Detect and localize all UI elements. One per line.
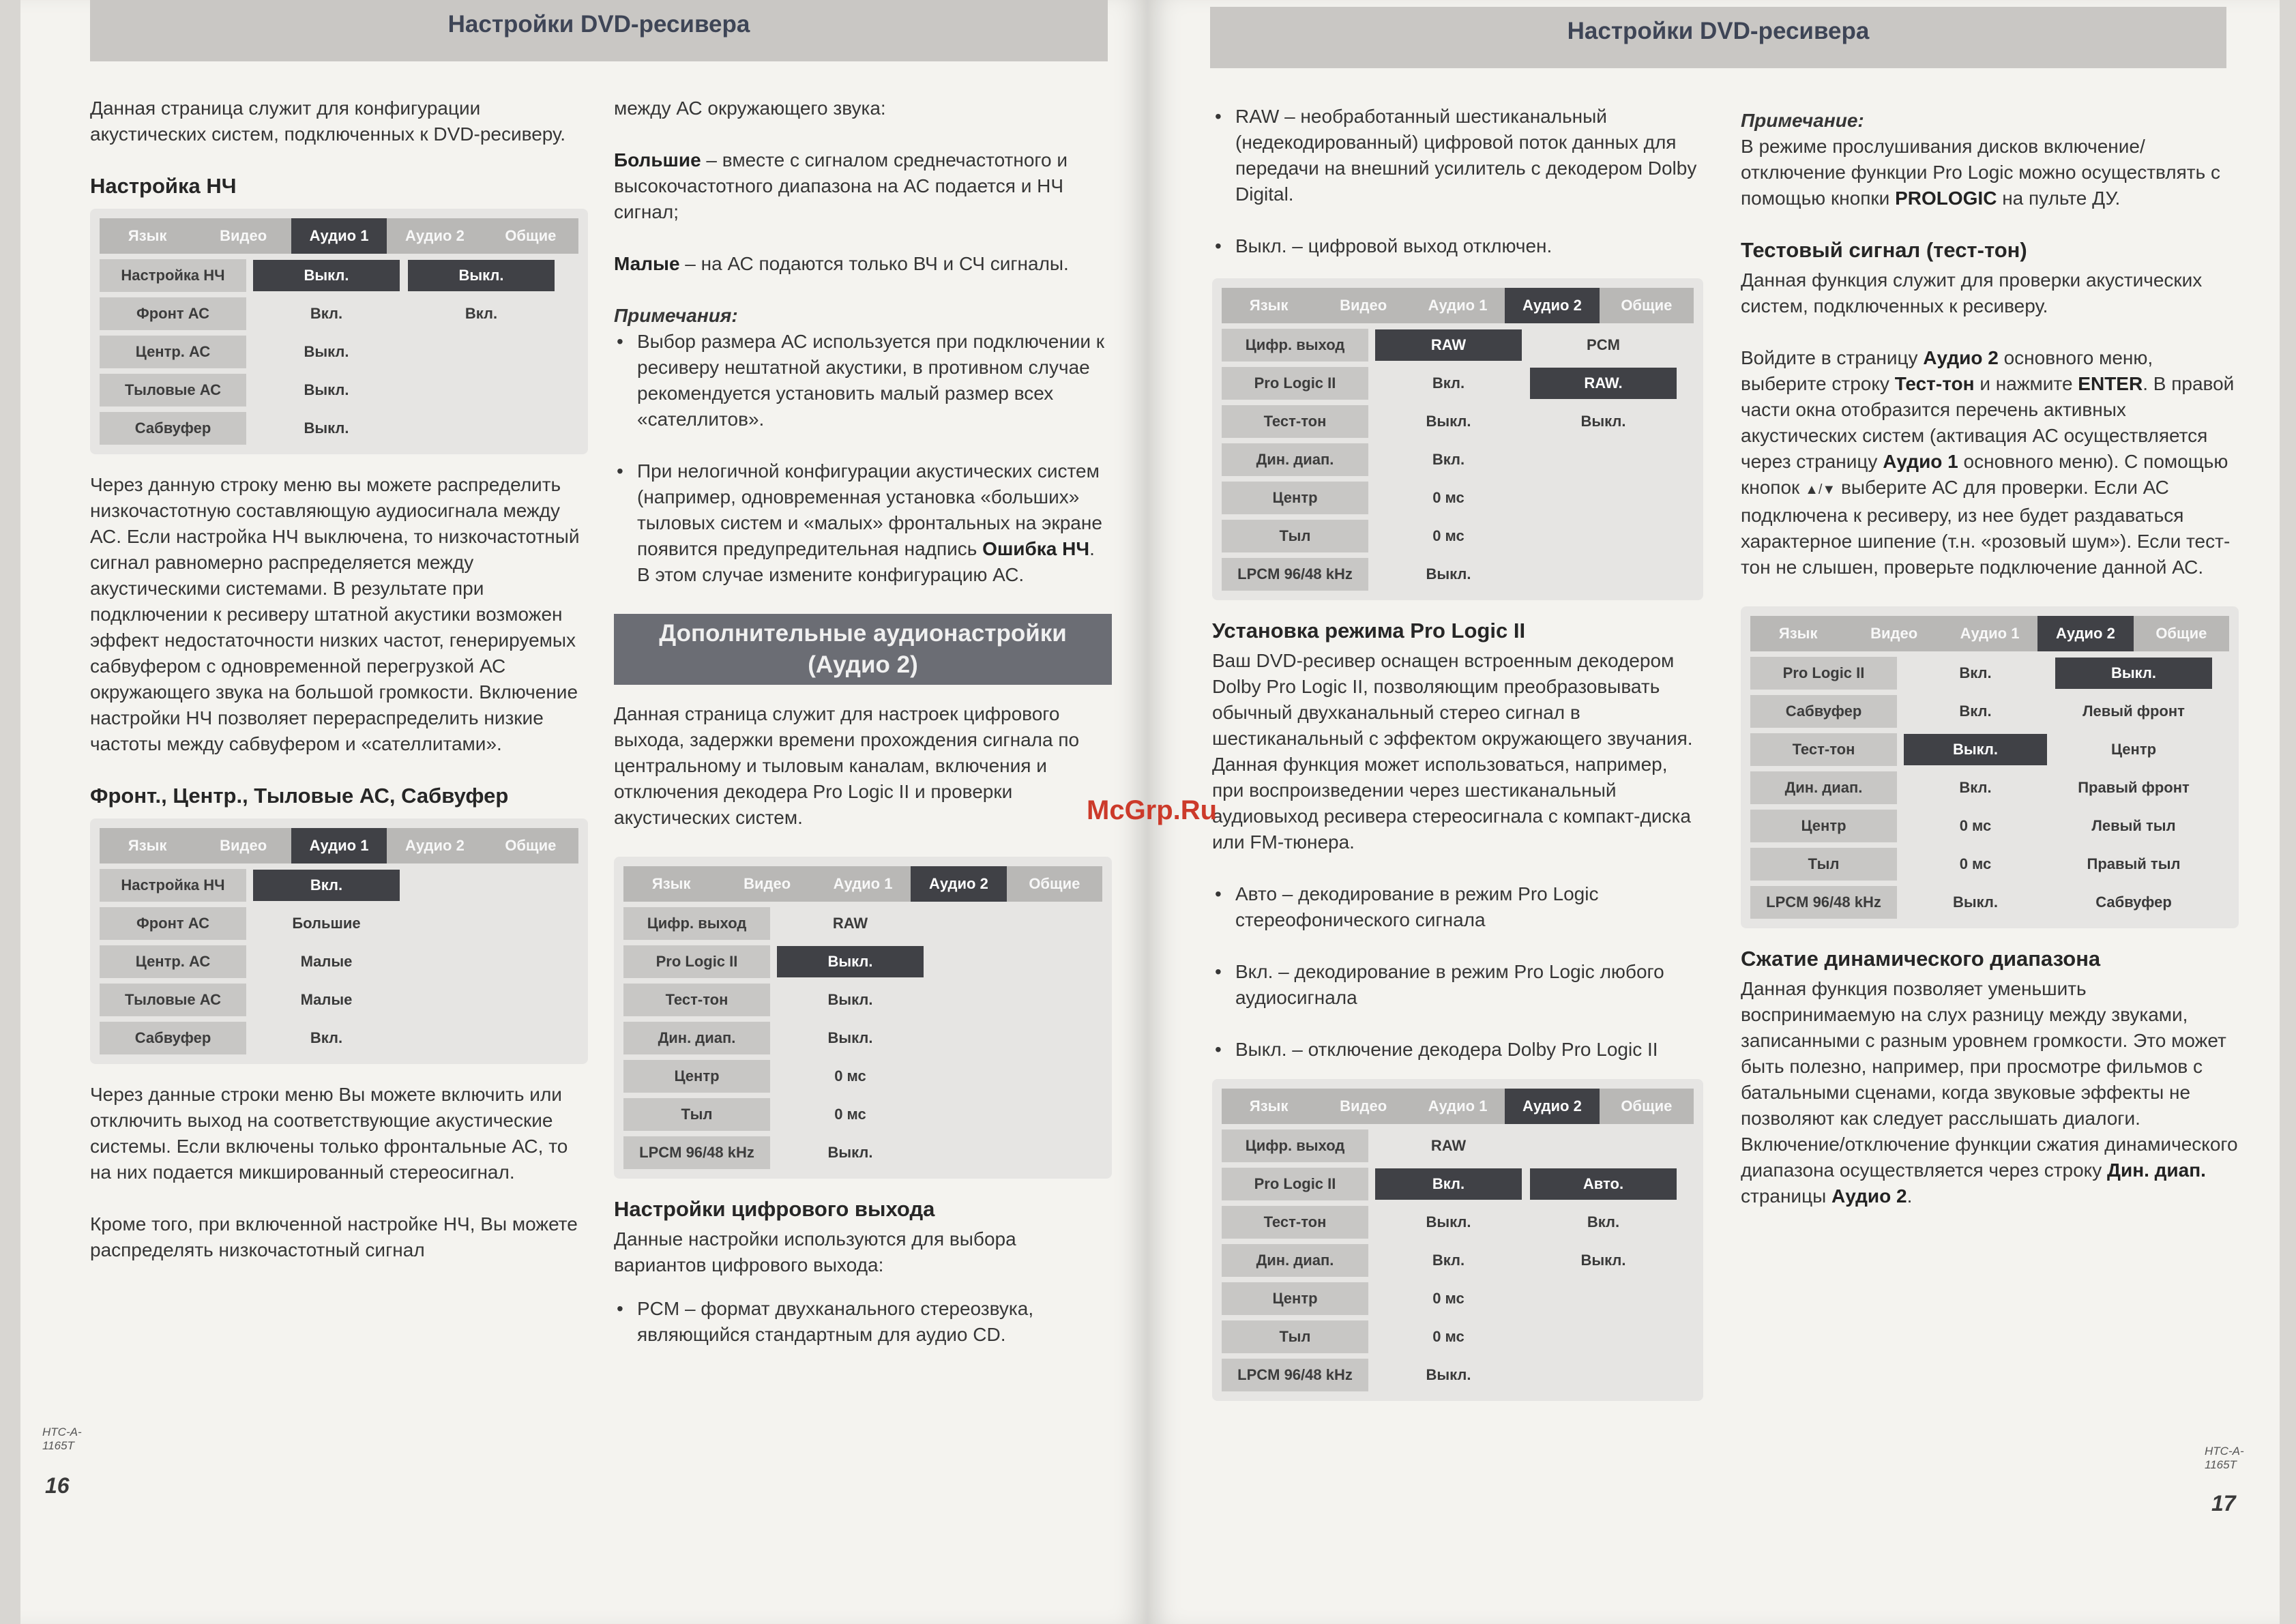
menu-row-value: Выкл. <box>827 1144 873 1161</box>
menu-screen-audio2 <box>614 857 1112 1179</box>
menu-row-value: 0 мс <box>834 1067 866 1084</box>
small-speakers-text: Малые – на АС подаются только ВЧ и СЧ сигналы. <box>614 253 1069 274</box>
lf-description: Через данную строку меню вы можете распределить низкочастотную составляющую аудиосигнала между АС. Если настройка НЧ выключена, то низкочастотный сигнал равномерно распределяется между акустическими системами. В результате при подключении к ресиверу штатной акустики возможен эффект недостаточности низких частот, генерируемых сабвуфером с одновременной перегрузкой АС окружающего звука на большой громкости. Включение настройки НЧ позволяет перераспределить низкие частоты между сабвуфером и «сателлитами». <box>90 474 580 754</box>
menu-row <box>100 295 578 333</box>
pcm-option: • PCM – формат двухканального стереозвука, являющийся стандартным для аудио CD. <box>614 1296 1112 1348</box>
menu-screen-testtone <box>1741 606 2239 928</box>
menu-row-label: Центр. АС <box>100 336 246 368</box>
menu-tabs <box>1222 288 1694 323</box>
menu-row <box>1222 1241 1694 1280</box>
menu-row-value: Вкл. <box>1432 374 1465 392</box>
menu-row-label: Сабвуфер <box>100 412 246 445</box>
menu-row-label: Центр <box>623 1060 770 1093</box>
menu-tab: Общие <box>1621 297 1673 314</box>
menu-row-label: LPCM 96/48 kHz <box>1222 1359 1368 1391</box>
menu-row <box>1750 654 2229 692</box>
menu-row-value: Выкл. <box>304 381 349 398</box>
menu-row-value: Вкл. <box>310 1029 343 1046</box>
notes-heading: Примечания: <box>614 305 738 326</box>
menu-row-label: Настройка НЧ <box>100 259 246 292</box>
menu-row <box>623 1095 1102 1134</box>
menu-row-value: Выкл. <box>1426 413 1471 430</box>
menu-row <box>623 943 1102 981</box>
menu-tab: Аудио 1 <box>1428 1097 1488 1114</box>
menu-row <box>1222 555 1694 593</box>
speakers-description-1: Через данные строки меню Вы можете включить или отключить выход на соответствующие акустические системы. Если включены только фронтальные АС, то на них подается микшированный стереосигнал. <box>90 1084 568 1183</box>
menu-row-label: Тыл <box>1222 1320 1368 1353</box>
menu-row <box>100 943 578 981</box>
raw-option: • RAW – необработанный шестиканальный (недекодированный) цифровой поток данных для передачи на внешний усилитель с декодером Dolby Digital. <box>1212 104 1703 207</box>
menu-row <box>100 256 578 295</box>
menu-row <box>1222 1280 1694 1318</box>
menu-row-value: Вкл. <box>310 305 343 322</box>
menu-row-label: Фронт АС <box>100 297 246 330</box>
menu-row-label: Тест-тон <box>1222 405 1368 438</box>
menu-row-label: Тыл <box>623 1098 770 1131</box>
menu-row-value: Левый фронт <box>2082 703 2185 720</box>
menu-screen-digital <box>1212 278 1703 600</box>
menu-row-value: Выкл. <box>777 946 924 977</box>
section-heading-testtone: Тестовый сигнал (тест-тон) <box>1741 238 2027 262</box>
menu-tab: Язык <box>1249 297 1289 314</box>
menu-row-value: Выкл. <box>408 260 555 291</box>
menu-row-value: Выкл. <box>304 419 349 437</box>
menu-row-label: Сабвуфер <box>1750 695 1897 728</box>
menu-row-value <box>1530 1283 1677 1314</box>
menu-tab: Аудио 1 <box>833 875 893 892</box>
menu-row-label: Дин. диап. <box>1750 771 1897 804</box>
menu-row <box>1750 769 2229 807</box>
watermark: McGrp.Ru <box>1087 795 1218 825</box>
menu-row-value: 0 мс <box>1432 527 1465 544</box>
menu-row-label: Настройка НЧ <box>100 869 246 902</box>
prologic-off: • Выкл. – отключение декодера Dolby Pro Logic II <box>1212 1037 1703 1063</box>
menu-row <box>1222 1165 1694 1203</box>
menu-row-label: LPCM 96/48 kHz <box>623 1136 770 1169</box>
menu-tabs <box>623 866 1102 902</box>
note-heading: Примечание: <box>1741 110 1864 131</box>
menu-row <box>1750 730 2229 769</box>
page-header: Настройки DVD-ресивера <box>1210 7 2226 68</box>
menu-row-value: Вкл. <box>1959 664 1992 681</box>
menu-tab: Видео <box>220 227 267 244</box>
menu-tab: Аудио 1 <box>291 218 387 254</box>
menu-row-value: Большие <box>292 915 361 932</box>
menu-row-label: Цифр. выход <box>1222 329 1368 361</box>
menu-row-value: Выкл. <box>1904 734 2047 765</box>
menu-tab: Общие <box>1029 875 1080 892</box>
digital-options <box>614 1296 1112 1348</box>
menu-row <box>623 1134 1102 1172</box>
menu-row-value <box>1530 482 1677 514</box>
menu-row-label: Тест-тон <box>1750 733 1897 766</box>
menu-row-value <box>408 413 555 444</box>
menu-row-value: RAW <box>1375 329 1522 361</box>
right-column-1 <box>1212 104 1703 1419</box>
right-page <box>1147 0 2280 1624</box>
section-heading-lf: Настройка НЧ <box>90 174 237 198</box>
menu-row-label: Тыловые АС <box>100 374 246 407</box>
menu-row-value: 0 мс <box>1432 489 1465 506</box>
prologic-auto: • Авто – декодирование в режим Pro Logic стереофонического сигнала <box>1212 881 1703 933</box>
menu-row-value: Выкл. <box>827 991 873 1008</box>
menu-row-value: Вкл. <box>1432 1252 1465 1269</box>
menu-row-value: RAW <box>1430 1137 1467 1154</box>
off-option: • Выкл. – цифровой выход отключен. <box>1212 233 1703 259</box>
menu-row <box>1222 1356 1694 1394</box>
menu-tab: Язык <box>1778 625 1818 642</box>
audio2-description: Данная страница служит для настроек цифрового выхода, задержки времени прохождения сигнала по центральному и тыловым каналам, включения и отключения декодера Pro Logic II и проверки акустических систем. <box>614 703 1080 828</box>
intro-text: Данная страница служит для конфигурации акустических систем, подключенных к DVD-ресиверу. <box>90 98 566 145</box>
up-down-arrow-icon: ▲/▼ <box>1805 482 1836 497</box>
prologic-options <box>1212 881 1703 1063</box>
menu-tabs <box>1222 1089 1694 1124</box>
menu-tab: Аудио 1 <box>1960 625 2020 642</box>
menu-row-label: LPCM 96/48 kHz <box>1222 558 1368 591</box>
menu-row-value <box>1530 559 1677 590</box>
menu-row-label: Центр <box>1222 1282 1368 1315</box>
menu-row <box>1222 1318 1694 1356</box>
menu-screen-prologic <box>1212 1079 1703 1401</box>
menu-row-value: Малые <box>300 953 353 970</box>
digital-options-cont <box>1212 104 1703 259</box>
menu-row-label: Цифр. выход <box>623 907 770 940</box>
continued-text: между АС окружающего звука: <box>614 98 886 119</box>
menu-tab: Аудио 1 <box>291 828 387 863</box>
menu-row-value: Выкл. <box>2055 658 2212 689</box>
menu-row-value: Авто. <box>1530 1168 1677 1200</box>
menu-row-label: Дин. диап. <box>1222 443 1368 476</box>
menu-row-value: 0 мс <box>1432 1290 1465 1307</box>
page-header: Настройки DVD-ресивера <box>90 0 1108 61</box>
prologic-description: Ваш DVD-ресивер оснащен встроенным декодером Dolby Pro Logic II, позволяющим преобразовывать обычный двухканальный стерео сигнал в шестиканальный с эффектом окружающего звучания. Данная функция может использоваться, например, при воспроизведении через шестиканальный аудиовыход ресивера стереосигнала с компакт-диска или FM-тюнера. <box>1212 650 1693 853</box>
section-heading-drc: Сжатие динамического диапазона <box>1741 947 2101 971</box>
menu-row <box>1750 883 2229 921</box>
menu-row-value: Выкл. <box>1426 565 1471 582</box>
note-item: • Выбор размера АС используется при подключении к ресиверу нештатной акустики, в противном случае рекомендуется установить малый размер всех «сателлитов». <box>614 329 1112 432</box>
menu-row <box>1222 479 1694 517</box>
menu-tab: Язык <box>651 875 691 892</box>
menu-row <box>100 866 578 904</box>
menu-row <box>100 409 578 447</box>
menu-tab: Видео <box>744 875 791 892</box>
menu-row-value: Выкл. <box>1426 1366 1471 1383</box>
menu-row-value <box>408 374 555 406</box>
menu-row-label: Pro Logic II <box>623 945 770 978</box>
note-text: В режиме прослушивания дисков включение/отключение функции Pro Logic можно осуществлять с помощью кнопки PROLOGIC на пульте ДУ. <box>1741 136 2220 209</box>
menu-row <box>100 371 578 409</box>
menu-row <box>1222 517 1694 555</box>
notes-list <box>614 329 1112 588</box>
menu-row-value <box>1530 1321 1677 1353</box>
menu-tab: Аудио 2 <box>404 837 465 854</box>
menu-row-value: Вкл. <box>1432 451 1465 468</box>
menu-row-label: Pro Logic II <box>1750 657 1897 690</box>
menu-row-label: Центр <box>1222 482 1368 514</box>
menu-tab: Язык <box>128 227 167 244</box>
model-label: HTC-A-1165T <box>42 1426 82 1452</box>
menu-tab: Аудио 2 <box>404 227 465 244</box>
menu-tab: Аудио 2 <box>1505 288 1599 323</box>
menu-row-label: Тест-тон <box>1222 1206 1368 1239</box>
menu-screen-speakers <box>90 818 588 1064</box>
menu-row-value: Выкл. <box>1580 1252 1626 1269</box>
menu-row-label: Pro Logic II <box>1222 367 1368 400</box>
menu-row <box>1750 845 2229 883</box>
menu-row-value <box>1530 1130 1677 1162</box>
menu-row-value: Вкл. <box>1959 703 1992 720</box>
menu-tab: Язык <box>128 837 167 854</box>
menu-row <box>1750 807 2229 845</box>
menu-row-label: LPCM 96/48 kHz <box>1750 886 1897 919</box>
speakers-description-2: Кроме того, при включенной настройке НЧ, Вы можете распределять низкочастотный сигнал <box>90 1213 578 1260</box>
menu-row <box>1222 364 1694 402</box>
menu-row-value: 0 мс <box>1432 1328 1465 1345</box>
menu-row-value: Выкл. <box>1580 413 1626 430</box>
digital-description: Данные настройки используются для выбора вариантов цифрового выхода: <box>614 1228 1016 1275</box>
menu-row <box>1222 1203 1694 1241</box>
note-item: • При нелогичной конфигурации акустических систем (например, одновременная установка «больших» тыловых систем и «малых» фронтальных на экране появится предупредительная надпись Ошибка НЧ. В этом случае измените конфигурацию АС. <box>614 458 1112 588</box>
menu-row-value: Выкл. <box>827 1029 873 1046</box>
testtone-description: Данная функция служит для проверки акустических систем, подключенных к ресиверу. <box>1741 269 2203 316</box>
section-band-audio2: Дополнительные аудионастройки (Аудио 2) <box>614 614 1112 685</box>
menu-row <box>1750 692 2229 730</box>
menu-tab: Общие <box>1621 1097 1673 1114</box>
menu-row-value: Вкл. <box>253 870 400 901</box>
menu-row-value <box>1530 1359 1677 1391</box>
menu-row-value: Правый фронт <box>2078 779 2190 796</box>
menu-row-value: 0 мс <box>1959 817 1992 834</box>
menu-tab: Общие <box>2155 625 2207 642</box>
menu-tabs <box>1750 616 2229 651</box>
page-number: 17 <box>2211 1491 2236 1516</box>
menu-tab: Аудио 1 <box>1428 297 1488 314</box>
menu-row <box>623 904 1102 943</box>
menu-tab: Язык <box>1249 1097 1289 1114</box>
section-heading-prologic: Установка режима Pro Logic II <box>1212 619 1526 643</box>
menu-row-label: Дин. диап. <box>1222 1244 1368 1277</box>
menu-tab: Видео <box>1340 1097 1387 1114</box>
page-number: 16 <box>45 1473 70 1498</box>
menu-row-label: Тыл <box>1750 848 1897 881</box>
section-heading-digital: Настройки цифрового выхода <box>614 1197 935 1221</box>
prologic-on: • Вкл. – декодирование в режим Pro Logic любого аудиосигнала <box>1212 959 1703 1011</box>
left-page <box>20 0 1147 1624</box>
menu-tab: Аудио 2 <box>911 866 1006 902</box>
menu-tabs <box>100 828 578 863</box>
menu-row-value: Вкл. <box>1959 779 1992 796</box>
menu-row-value <box>1530 444 1677 475</box>
menu-row <box>1222 441 1694 479</box>
menu-row-label: Дин. диап. <box>623 1022 770 1054</box>
menu-row <box>623 1057 1102 1095</box>
menu-tab: Видео <box>1340 297 1387 314</box>
menu-row <box>100 904 578 943</box>
menu-row-label: Центр <box>1750 810 1897 842</box>
menu-tab: Видео <box>1870 625 1918 642</box>
menu-row-value <box>408 336 555 368</box>
menu-row-value: Выкл. <box>1952 894 1999 911</box>
menu-row-value: Сабвуфер <box>2095 894 2172 911</box>
menu-row <box>1222 326 1694 364</box>
menu-row-label: Pro Logic II <box>1222 1168 1368 1200</box>
menu-row-value: Выкл. <box>304 343 349 360</box>
menu-tab: Аудио 2 <box>2037 616 2133 651</box>
menu-tab: Аудио 2 <box>1505 1089 1599 1124</box>
menu-row-value: Вкл. <box>1587 1213 1620 1230</box>
right-column-2 <box>1741 108 2239 1235</box>
big-speakers-text: Большие – вместе с сигналом среднечастотного и высокочастотного диапазона на АС подается и НЧ сигнал; <box>614 149 1068 222</box>
menu-row-value: Центр <box>2110 741 2157 758</box>
menu-row-label: Тест-тон <box>623 984 770 1016</box>
menu-row-value: RAW <box>832 915 868 932</box>
menu-row-value: Правый тыл <box>2087 855 2181 872</box>
menu-tabs <box>100 218 578 254</box>
menu-row <box>100 981 578 1019</box>
menu-row <box>1222 1127 1694 1165</box>
menu-row-label: Сабвуфер <box>100 1022 246 1054</box>
section-heading-speakers: Фронт., Центр., Тыловые АС, Сабвуфер <box>90 784 509 808</box>
menu-row-value: 0 мс <box>1959 855 1992 872</box>
menu-row <box>100 1019 578 1057</box>
menu-row-value: Выкл. <box>253 260 400 291</box>
menu-row-value: Вкл. <box>1375 1168 1522 1200</box>
menu-tab: Общие <box>505 837 557 854</box>
menu-screen-lf <box>90 209 588 454</box>
menu-row-value: Левый тыл <box>2091 817 2176 834</box>
menu-tab: Видео <box>220 837 267 854</box>
menu-row <box>1222 402 1694 441</box>
menu-row-value: Малые <box>300 991 353 1008</box>
menu-row-value: RAW. <box>1530 368 1677 399</box>
model-label: HTC-A-1165T <box>2205 1445 2244 1471</box>
menu-row-label: Тыл <box>1222 520 1368 552</box>
menu-row-value <box>1530 520 1677 552</box>
testtone-instructions: Войдите в страницу Аудио 2 основного меню, выберите строку Тест-тон и нажмите ENTER. В правой части окна отобразится перечень активных акустических систем (активация АС осуществляется через страницу Аудио 1 основного меню). С помощью кнопок ▲/▼ выберите АС для проверки. Если АС подключена к ресиверу, из нее будет раздаваться характерное шипение (т.н. «розовый шум»). Если тест-тон не слышен, проверьте подключение данной АС. <box>1741 347 2235 578</box>
menu-row-value: Выкл. <box>1426 1213 1471 1230</box>
menu-row-value: Вкл. <box>465 305 498 322</box>
menu-row-value: PCM <box>1587 336 1620 353</box>
menu-row-label: Центр. АС <box>100 945 246 978</box>
left-column-2 <box>614 95 1112 1374</box>
menu-row <box>623 1019 1102 1057</box>
left-column-1 <box>90 95 588 1289</box>
menu-row-value: 0 мс <box>834 1106 866 1123</box>
menu-row-label: Цифр. выход <box>1222 1130 1368 1162</box>
menu-row-label: Тыловые АС <box>100 984 246 1016</box>
drc-description: Данная функция позволяет уменьшить воспринимаемую на слух разницу между звуками, записанными с разным уровнем громкости. Это может быть полезно, например, при просмотре фильмов с батальными сценами, когда звуковые эффекты не позволяют как следует расслышать диалоги. Включение/отключение функции сжатия динамического диапазона осуществляется через строку Дин. диап. страницы Аудио 2. <box>1741 978 2238 1207</box>
menu-tab: Общие <box>505 227 557 244</box>
menu-row <box>100 333 578 371</box>
menu-row-label: Фронт АС <box>100 907 246 940</box>
menu-row <box>623 981 1102 1019</box>
